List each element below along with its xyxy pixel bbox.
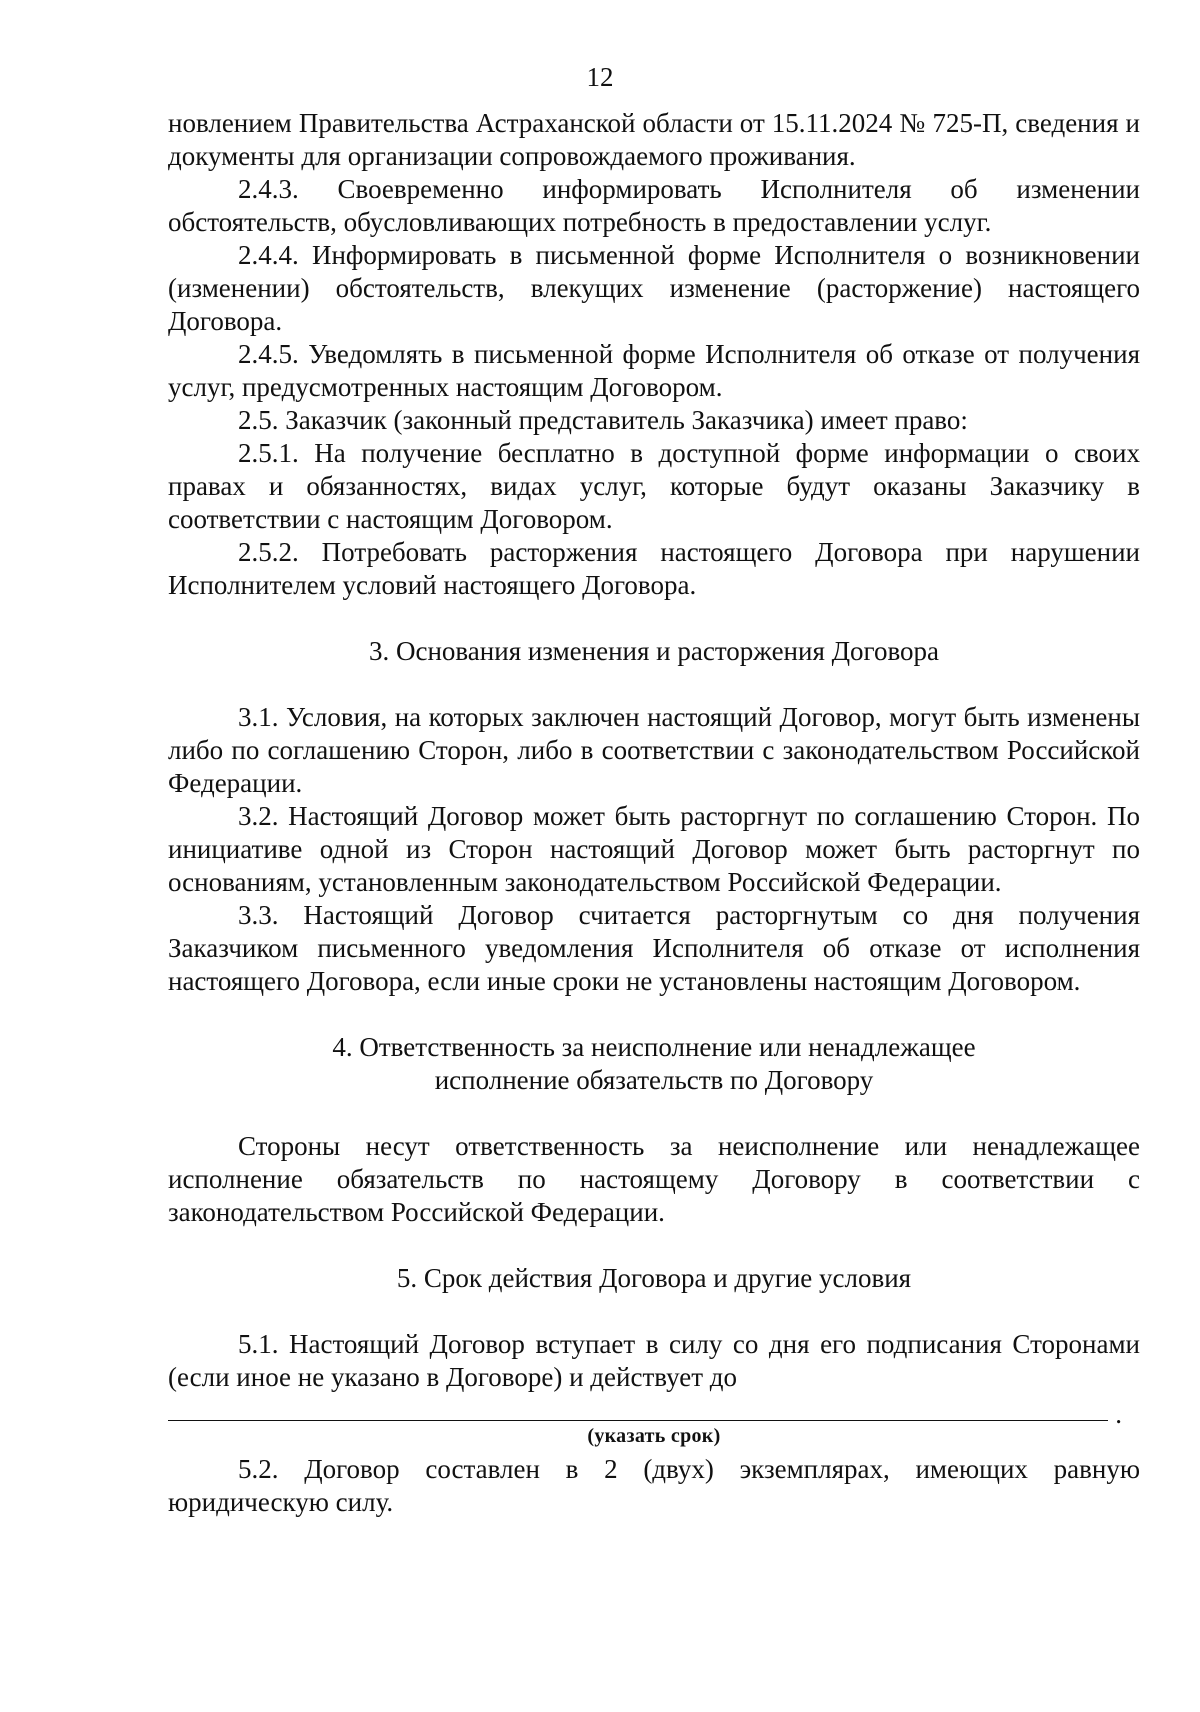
section-heading-4-line1: 4. Ответственность за неисполнение или ненадлежащее	[332, 1032, 976, 1062]
paragraph-2-5: 2.5. Заказчик (законный представитель Заказчика) имеет право:	[238, 405, 968, 435]
section-heading-4-line2: исполнение обязательств по Договору	[434, 1065, 874, 1095]
paragraph-3-2: 3.2. Настоящий Договор может быть расторгнут по соглашению Сторон. По инициативе одной из Сторон настоящий Договор может быть расторгнут по основаниям, установленным законодательством Российской Федерации.	[168, 801, 1140, 897]
fill-in-line	[168, 1394, 1122, 1429]
paragraph-5-2: 5.2. Договор составлен в 2 (двух) экземплярах, имеющих равную юридическую силу.	[168, 1454, 1140, 1517]
page-number: 12	[586, 62, 614, 92]
paragraph-2-4-5: 2.4.5. Уведомлять в письменной форме Исполнителя об отказе от получения услуг, предусмотренных настоящим Договором.	[168, 339, 1140, 402]
paragraph-3-3: 3.3. Настоящий Договор считается расторгнутым со дня получения Заказчиком письменного уведомления Исполнителя об отказе от исполнения настоящего Договора, если иные сроки не установлены настоящим Договором.	[168, 900, 1140, 996]
document-body	[168, 107, 1140, 1519]
paragraph-intro: новлением Правительства Астраханской области от 15.11.2024 № 725-П, сведения и документы для организации сопровождаемого проживания.	[168, 108, 1140, 171]
section-heading-5: 5. Срок действия Договора и другие условия	[396, 1263, 912, 1293]
paragraph-3-1: 3.1. Условия, на которых заключен настоящий Договор, могут быть изменены либо по соглашению Сторон, либо в соответствии с законодательством Российской Федерации.	[168, 702, 1140, 798]
paragraph-5-1: 5.1. Настоящий Договор вступает в силу со дня его подписания Сторонами (если иное не указано в Договоре) и действует до	[168, 1329, 1140, 1392]
section-heading-3: 3. Основания изменения и расторжения Договора	[368, 636, 939, 666]
paragraph-2-4-3: 2.4.3. Своевременно информировать Исполнителя об изменении обстоятельств, обусловливающих потребность в предоставлении услуг.	[168, 174, 1140, 237]
fill-in-caption: (указать срок)	[587, 1425, 721, 1447]
section-heading-4	[168, 1031, 1140, 1097]
paragraph-2-5-2: 2.5.2. Потребовать расторжения настоящего Договора при нарушении Исполнителем условий настоящего Договора.	[168, 537, 1140, 600]
paragraph-4: Стороны несут ответственность за неисполнение или ненадлежащее исполнение обязательств по настоящему Договору в соответствии с законодательством Российской Федерации.	[168, 1131, 1140, 1227]
paragraph-2-4-4: 2.4.4. Информировать в письменной форме Исполнителя о возникновении (изменении) обстоятельств, влекущих изменение (расторжение) настоящего Договора.	[168, 240, 1140, 336]
fill-line-period: .	[1115, 1399, 1122, 1429]
paragraph-2-5-1: 2.5.1. На получение бесплатно в доступной форме информации о своих правах и обязанностях, видах услуг, которые будут оказаны Заказчику в соответствии с настоящим Договором.	[168, 438, 1140, 534]
